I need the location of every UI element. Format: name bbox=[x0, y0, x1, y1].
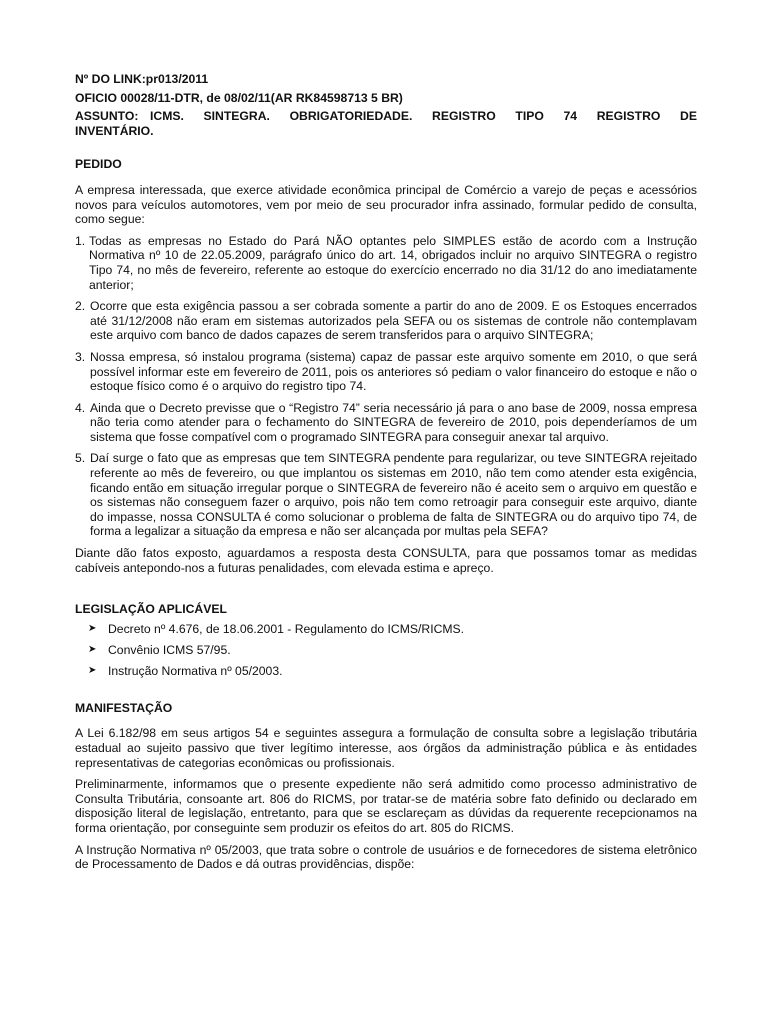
pedido-item-number: 2. bbox=[75, 299, 86, 314]
arrow-bullet-icon: ➤ bbox=[88, 622, 97, 634]
pedido-intro: A empresa interessada, que exerce atividade econômica principal de Comércio a varejo de peças e acessórios novos para veículos automotores, vem por meio de seu procurador infra assinado, formular pedido de consulta, como segue: bbox=[75, 182, 697, 227]
arrow-bullet-icon: ➤ bbox=[88, 664, 97, 676]
manifestacao-paragraph-3: A Instrução Normativa nº 05/2003, que trata sobre o controle de usuários e de fornecedores de sistema eletrônico de Processamento de Dados e dá outras providências, dispõe: bbox=[75, 842, 697, 872]
legislacao-item-text: Convênio ICMS 57/95. bbox=[108, 642, 231, 657]
pedido-item-2 bbox=[75, 299, 697, 343]
assunto-line-1: ICMS. SINTEGRA. OBRIGATORIEDADE. REGISTRO TIPO 74 REGISTRO DE bbox=[150, 109, 697, 124]
pedido-item-number: 5. bbox=[75, 451, 86, 466]
pedido-item-text: Daí surge o fato que as empresas que tem SINTEGRA pendente para regularizar, ou teve SINTEGRA rejeitado referente ao mês de fevereiro, ou que implantou os sistemas em 2010, não tem como atender esta exigência, ficando então em situação irregular porque o SINTEGRA de fevereiro não é aceito sem o arquivo em questão e os sistemas não conseguem fazer o arquivo, pois não tem como retroagir para conseguir este arquivo, diante do impasse, nossa CONSULTA é como solucionar o problema de falta de SINTEGRA ou do arquivo tipo 74, de forma a legalizar a situação da empresa e não ser alcançada por multas pela SEFA? bbox=[90, 451, 697, 539]
section-title-legislacao: LEGISLAÇÃO APLICÁVEL bbox=[75, 602, 227, 617]
assunto-block bbox=[75, 109, 697, 124]
pedido-item-number: 4. bbox=[75, 400, 86, 415]
pedido-closing: Diante dão fatos exposto, aguardamos a resposta desta CONSULTA, para que possamos tomar as medidas cabíveis antepondo-nos a futuras penalidades, com elevada estima e apreço. bbox=[75, 546, 697, 575]
pedido-item-4 bbox=[75, 401, 697, 445]
pedido-item-text: Ocorre que esta exigência passou a ser cobrada somente a partir do ano de 2009. E os Estoques encerrados até 31/12/2008 não eram em sistemas autorizados pela SEFA ou os sistemas de controle não contemplavam este arquivo com banco de dados capazes de serem transferidos para o arquivo SINTEGRA; bbox=[90, 299, 697, 343]
pedido-item-text: Nossa empresa, só instalou programa (sistema) capaz de passar este arquivo somente em 2010, o que será possível informar este em fevereiro de 2011, pois os anteriores só pediam o valor financeiro do estoque e não o estoque físico como é o arquivo do registro tipo 74. bbox=[90, 349, 697, 394]
arrow-bullet-icon: ➤ bbox=[88, 643, 97, 655]
pedido-item-number: 1. bbox=[75, 233, 86, 248]
legislacao-item-text: Instrução Normativa nº 05/2003. bbox=[108, 663, 283, 678]
legislacao-item-text: Decreto nº 4.676, de 18.06.2001 - Regulamento do ICMS/RICMS. bbox=[108, 621, 465, 636]
section-title-manifestacao: MANIFESTAÇÃO bbox=[75, 700, 173, 715]
pedido-item-3 bbox=[75, 350, 697, 394]
assunto-line-2: INVENTÁRIO. bbox=[75, 123, 154, 138]
assunto-label: ASSUNTO: bbox=[75, 109, 139, 124]
manifestacao-paragraph-1: A Lei 6.182/98 em seus artigos 54 e seguintes assegura a formulação de consulta sobre a legislação tributária estadual ao sujeito passivo que tiver legítimo interesse, aos órgãos da administração pública e às entidades representativas de categorias econômicas ou profissionais. bbox=[75, 726, 697, 770]
pedido-item-1 bbox=[75, 234, 697, 292]
list-item bbox=[75, 643, 697, 664]
oficio-line: OFICIO 00028/11-DTR, de 08/02/11(AR RK84598713 5 BR) bbox=[75, 90, 403, 105]
list-item bbox=[75, 664, 697, 685]
pedido-item-5 bbox=[75, 451, 697, 539]
link-number: Nº DO LINK:pr013/2011 bbox=[75, 72, 209, 86]
legislacao-list bbox=[75, 622, 697, 685]
pedido-item-text: Ainda que o Decreto previsse que o “Registro 74” seria necessário já para o ano base de 2009, nossa empresa não teria como atender para o fechamento do SINTEGRA de fevereiro de 2010, pois dependeríamos de um sistema que fosse compatível com o programado SINTEGRA para conseguir anexar tal arquivo. bbox=[90, 400, 697, 444]
section-title-pedido: PEDIDO bbox=[75, 157, 122, 172]
list-item bbox=[75, 622, 697, 643]
pedido-item-number: 3. bbox=[75, 349, 86, 364]
manifestacao-paragraph-2: Preliminarmente, informamos que o presente expediente não será admitido como processo administrativo de Consulta Tributária, consoante art. 806 do RICMS, por tratar-se de matéria sobre fato definido ou declarado em disposição literal de legislação, entretanto, para que se esclareçam as dúvidas da requerente recepcionamos na forma orientação, por conseguinte sem produzir os efeitos do art. 805 do RICMS. bbox=[75, 777, 697, 835]
pedido-item-text: Todas as empresas no Estado do Pará NÃO optantes pelo SIMPLES estão de acordo com a Instrução Normativa nº 10 de 22.05.2009, parágrafo único do art. 14, obrigados incluir no arquivo SINTEGRA o registro Tipo 74, no mês de fevereiro, referente ao estoque do exercício encerrado no dia 31/12 do ano imediatamente anterior; bbox=[89, 233, 697, 292]
document-page bbox=[75, 72, 697, 872]
